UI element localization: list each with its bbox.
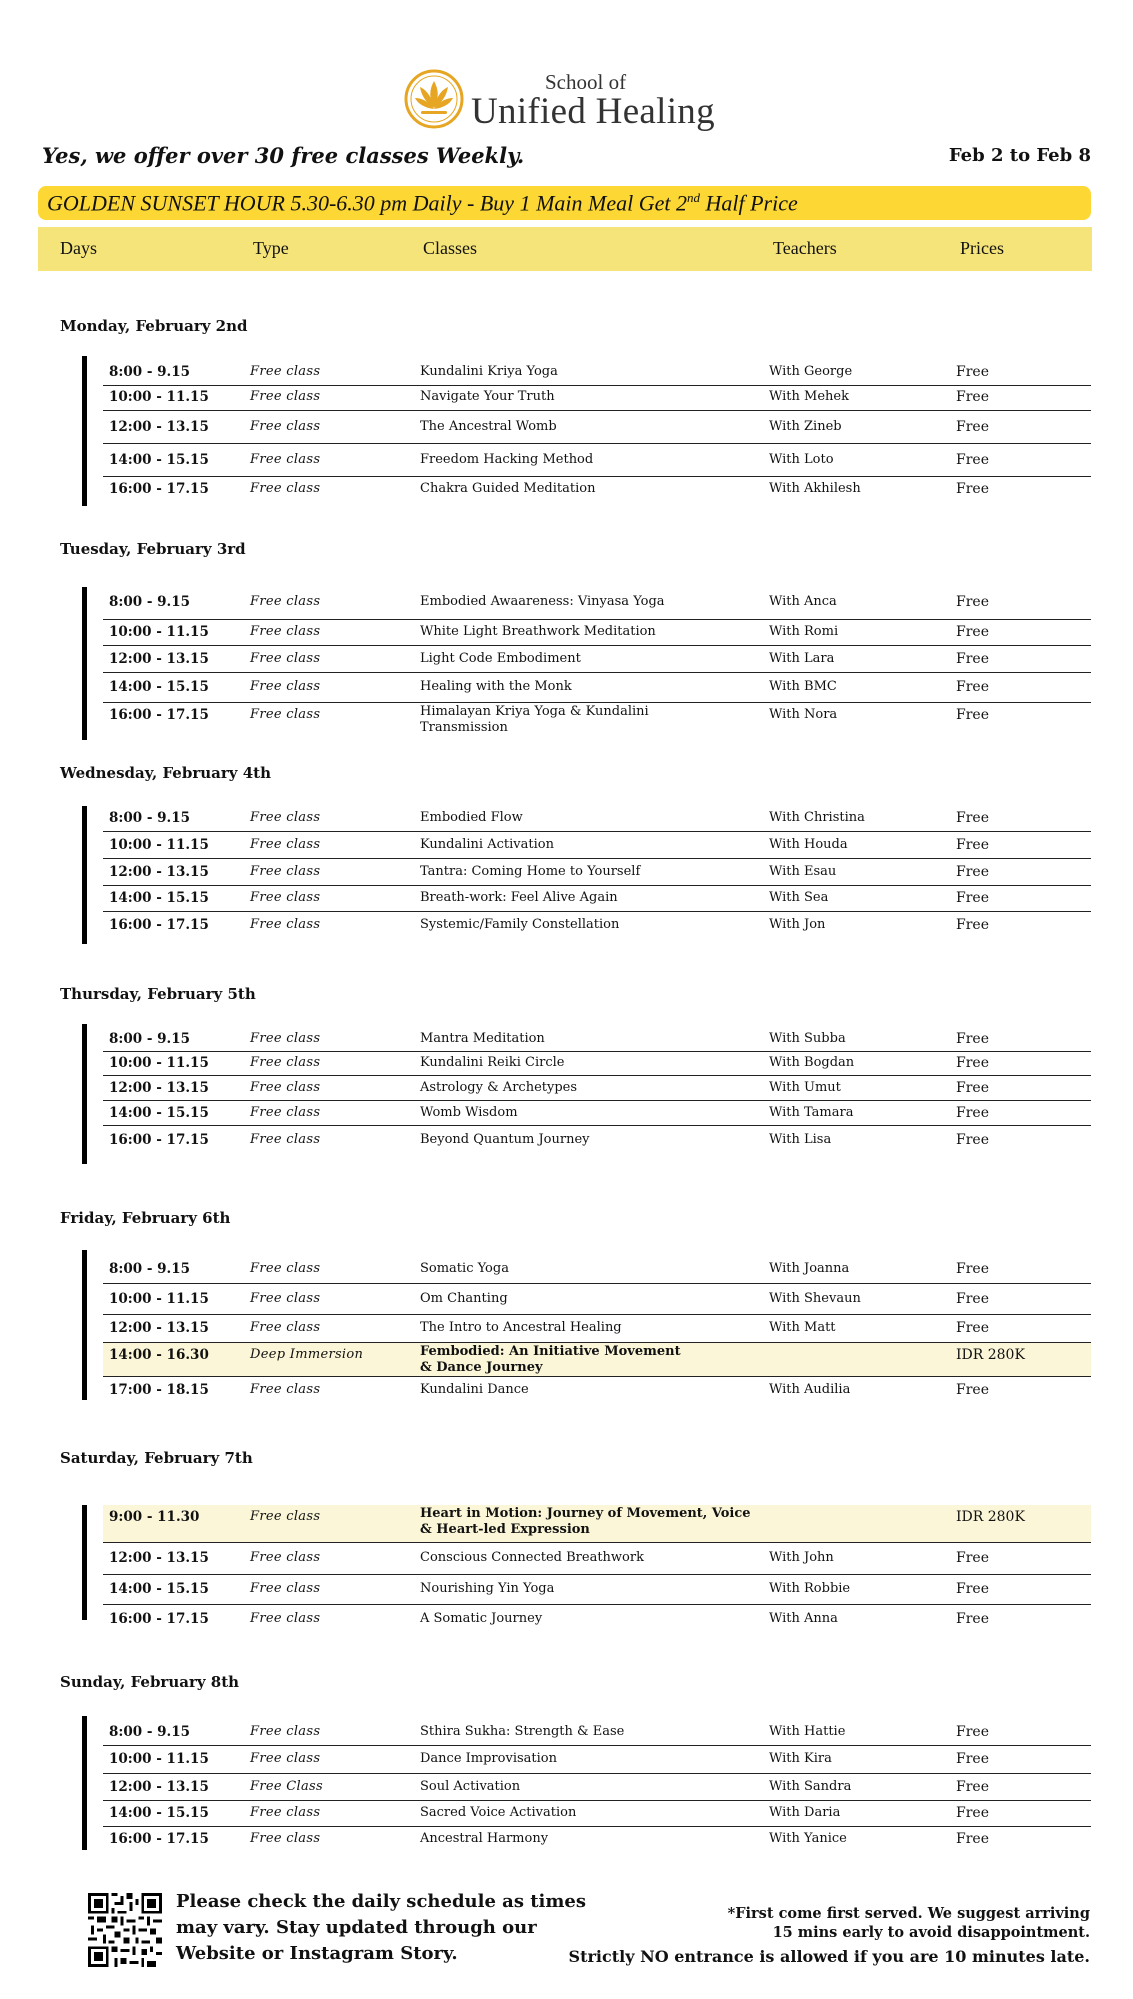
class-price: Free [956,1831,989,1847]
class-name [420,624,656,640]
class-name-line: Somatic Yoga [420,1260,509,1276]
class-teacher: With Yanice [769,1831,847,1846]
schedule-row [103,1101,1091,1126]
class-name [420,1320,622,1336]
class-type: Free class [250,1290,321,1306]
schedule-row [103,806,1091,832]
class-price: Free [956,594,989,610]
class-type: Free class [250,707,321,722]
class-teacher: With Akhilesh [769,481,861,496]
day-divider-bar [82,1505,87,1620]
class-time: 10:00 - 11.15 [109,1290,209,1307]
class-name-line: Transmission [420,720,508,735]
class-price: Free [956,364,989,380]
class-price: Free [956,1723,989,1740]
class-time: 16:00 - 17.15 [109,917,209,933]
schedule-row [103,1774,1091,1801]
day-divider-bar [82,1250,87,1400]
class-price: Free [956,624,989,640]
lotus-logo-icon [403,68,465,130]
class-time: 12:00 - 13.15 [109,1079,209,1096]
class-name-line: Kundalini Dance [420,1382,529,1397]
class-time: 8:00 - 9.15 [109,1031,191,1047]
day-title: Thursday, February 5th [60,985,256,1003]
schedule-row [103,586,1091,620]
headline: Yes, we offer over 30 free classes Weekly. [42,143,525,168]
schedule-row [103,1719,1091,1746]
logo-school-of: School of [545,70,627,94]
schedule-row [103,703,1091,745]
class-type: Free class [250,594,321,609]
schedule-row [103,411,1091,444]
class-name-line: Tantra: Coming Home to Yourself [420,863,641,879]
day-title: Saturday, February 7th [60,1449,253,1467]
schedule-row [103,1052,1091,1076]
day-divider-bar [82,356,87,506]
class-name-line: Sthira Sukha: Strength & Ease [420,1723,625,1739]
promo-text: GOLDEN SUNSET HOUR 5.30-6.30 pm Daily - Buy 1 Main Meal Get 2 [47,190,687,216]
class-name-line: Dance Improvisation [420,1751,557,1766]
class-name [420,704,649,736]
class-name-line: Sacred Voice Activation [420,1805,577,1820]
class-name-line: Breath-work: Feel Alive Again [420,890,618,905]
class-name-line: Heart in Motion: Journey of Movement, Voice [420,1506,751,1521]
class-type: Free class [250,1132,321,1147]
class-teacher: With Shevaun [769,1290,861,1306]
class-type: Free class [250,389,321,404]
class-name-line: & Heart-led Expression [420,1522,590,1537]
class-type: Free class [250,1723,321,1739]
class-type: Free class [250,1104,321,1120]
class-price: Free [956,1778,989,1795]
class-name-line: The Intro to Ancestral Healing [420,1320,622,1335]
class-time: 17:00 - 18.15 [109,1382,209,1398]
promo-tail: Half Price [699,190,798,216]
logo [403,64,733,134]
class-name-line: Himalayan Kriya Yoga & Kundalini [420,704,649,719]
class-type: Free class [250,679,321,694]
class-name-line: Mantra Meditation [420,1031,545,1046]
class-name-line: Kundalini Reiki Circle [420,1055,565,1070]
class-name-line: Systemic/Family Constellation [420,917,620,932]
class-name [420,890,618,906]
class-type: Free class [250,650,321,666]
class-price: Free [956,451,989,468]
schedule-row [103,1377,1091,1405]
class-price: Free [956,810,989,826]
day-title: Tuesday, February 3rd [60,540,246,558]
class-time: 14:00 - 15.15 [109,890,209,906]
class-type: Free class [250,1031,321,1046]
class-price: IDR 280K [956,1509,1025,1525]
class-time: 12:00 - 13.15 [109,1550,209,1566]
class-type: Free class [250,890,321,905]
class-teacher: With Anna [769,1611,838,1626]
class-name-line: Soul Activation [420,1778,521,1794]
class-teacher: With Zineb [769,418,842,434]
class-price: Free [956,679,989,695]
footer-note-line: Please check the daily schedule as times [176,1891,587,1912]
class-teacher: With Robbie [769,1581,851,1596]
class-price: Free [956,1805,989,1821]
day-title: Sunday, February 8th [60,1673,240,1691]
column-days: Days [60,238,97,258]
class-price: Free [956,890,989,906]
class-name-line: The Ancestral Womb [420,418,557,434]
class-name-line: Conscious Connected Breathwork [420,1550,644,1565]
footer-note-line: may vary. Stay updated through our [176,1917,537,1938]
class-time: 10:00 - 11.15 [109,1751,209,1767]
class-name [420,1724,624,1740]
class-name-line: Healing with the Monk [420,679,572,694]
schedule-row [103,673,1091,703]
class-time: 8:00 - 9.15 [109,1260,191,1277]
class-type: Free class [250,1079,321,1095]
schedule-row [103,1255,1091,1284]
class-time: 10:00 - 11.15 [109,1055,209,1071]
class-price: Free [956,1055,989,1071]
class-name-line: Beyond Quantum Journey [420,1132,590,1147]
class-teacher: With Sea [769,890,829,905]
class-time: 10:00 - 11.15 [109,624,209,640]
class-name-line: Ancestral Harmony [420,1831,549,1846]
schedule-row [103,1801,1091,1827]
class-time: 10:00 - 11.15 [109,389,209,405]
day-divider-bar [82,587,87,740]
class-name [420,810,523,826]
day-divider-bar [82,1716,87,1850]
class-time: 16:00 - 17.15 [109,1831,209,1847]
class-teacher: With BMC [769,679,837,694]
class-teacher: With Kira [769,1751,832,1766]
class-price: Free [956,1290,989,1307]
class-teacher: With George [769,364,853,379]
class-type: Free class [250,418,321,434]
class-name-line: Embodied Flow [420,810,523,825]
class-type: Free class [250,1550,321,1565]
class-price: Free [956,481,989,497]
class-name-line: Fembodied: An Initiative Movement [420,1344,681,1359]
class-type: Deep Immersion [250,1347,364,1362]
class-price: Free [956,1079,989,1096]
column-header [38,227,1092,271]
class-name-line: Astrology & Archetypes [420,1079,578,1095]
footer-policy-late: Strictly NO entrance is allowed if you are 10 minutes late. [568,1947,1090,1966]
class-time: 12:00 - 13.15 [109,1778,209,1795]
class-price: Free [956,389,989,405]
class-type: Free class [250,1260,321,1276]
class-teacher: With Joanna [769,1260,850,1276]
schedule-row [103,832,1091,859]
class-teacher: With Bogdan [769,1055,855,1070]
class-time: 16:00 - 17.15 [109,1611,209,1627]
class-type: Free class [250,1320,321,1335]
schedule-row [103,912,1091,940]
class-name-line: & Dance Journey [420,1360,543,1375]
class-teacher: With Audilia [769,1382,851,1397]
class-name [420,1291,508,1307]
class-name [420,1055,564,1071]
class-teacher: With Christina [769,810,865,825]
class-teacher: With Matt [769,1320,836,1335]
schedule-row [103,444,1091,477]
schedule-row [103,1126,1091,1156]
class-name-line: Om Chanting [420,1290,508,1306]
class-type: Free class [250,1055,321,1070]
class-type: Free class [250,810,321,825]
schedule-row [103,886,1091,912]
class-price: Free [956,650,989,667]
schedule-row [103,1746,1091,1774]
class-teacher: With Daria [769,1805,841,1820]
class-name-line: Chakra Guided Meditation [420,481,596,496]
class-name [420,481,595,497]
class-name-line: Kundalini Activation [420,836,554,852]
class-teacher: With Mehek [769,389,849,404]
class-name [420,1132,590,1148]
class-price: Free [956,1320,989,1336]
class-teacher: With Romi [769,624,839,639]
class-name-line: Light Code Embodiment [420,650,581,666]
class-name [420,1382,529,1398]
day-title: Wednesday, February 4th [60,764,271,782]
class-time: 16:00 - 17.15 [109,707,209,723]
class-name [420,1344,681,1376]
schedule-row [103,646,1091,673]
schedule-row [103,859,1091,886]
class-type: Free class [250,1509,321,1524]
class-price: Free [956,1132,989,1148]
class-time: 8:00 - 9.15 [109,810,191,826]
class-name [420,1506,751,1538]
class-price: Free [956,1581,989,1597]
class-price: IDR 280K [956,1347,1025,1363]
class-time: 14:00 - 15.15 [109,1805,209,1821]
class-name [420,837,554,853]
column-classes: Classes [423,238,477,258]
class-time: 14:00 - 15.15 [109,451,209,468]
class-name [420,452,593,468]
class-teacher: With Houda [769,836,848,852]
class-teacher: With Loto [769,451,834,467]
class-teacher: With Subba [769,1031,846,1046]
class-time: 8:00 - 9.15 [109,594,191,610]
class-name [420,917,619,933]
class-teacher: With Esau [769,863,837,879]
schedule-row [103,1284,1091,1315]
class-type: Free Class [250,1778,323,1794]
schedule-row [103,1315,1091,1343]
day-divider-bar [82,806,87,944]
schedule-row [103,1505,1091,1543]
schedule-row [103,1605,1091,1635]
footer-note [176,1889,586,1967]
class-type: Free class [250,1581,321,1596]
class-name [420,594,665,610]
class-time: 14:00 - 15.15 [109,1104,209,1121]
class-type: Free class [250,1831,321,1846]
day-title: Friday, February 6th [60,1209,231,1227]
class-type: Free class [250,917,321,932]
class-name [420,1261,509,1277]
class-name-line: White Light Breathwork Meditation [420,624,656,639]
class-name [420,864,640,880]
promo-sup: nd [686,190,700,205]
class-time: 12:00 - 13.15 [109,418,209,435]
class-price: Free [956,863,989,880]
class-time: 12:00 - 13.15 [109,1320,209,1336]
class-price: Free [956,1611,989,1627]
class-time: 16:00 - 17.15 [109,481,209,497]
column-prices: Prices [960,238,1004,258]
class-price: Free [956,707,989,723]
logo-name: Unified Healing [471,91,715,132]
class-teacher: With John [769,1550,834,1565]
class-time: 16:00 - 17.15 [109,1132,209,1148]
class-type: Free class [250,836,321,852]
class-name [420,1779,520,1795]
class-price: Free [956,917,989,933]
class-name-line: Kundalini Kriya Yoga [420,364,558,379]
column-teachers: Teachers [773,238,837,258]
class-teacher: With Umut [769,1079,841,1095]
class-time: 14:00 - 15.15 [109,1581,209,1597]
footer-note-line: Website or Instagram Story. [176,1943,458,1964]
class-teacher: With Sandra [769,1778,852,1794]
class-teacher: With Jon [769,917,826,932]
class-name-line: Nourishing Yin Yoga [420,1581,555,1596]
class-price: Free [956,1031,989,1047]
class-time: 8:00 - 9.15 [109,1723,191,1740]
class-name [420,1805,576,1821]
class-name-line: Navigate Your Truth [420,389,555,404]
class-name-line: Freedom Hacking Method [420,451,594,467]
class-time: 14:00 - 15.15 [109,679,209,695]
class-price: Free [956,1751,989,1767]
class-time: 14:00 - 16.30 [109,1347,209,1363]
day-title: Monday, February 2nd [60,317,248,335]
class-name-line: Embodied Awaareness: Vinyasa Yoga [420,594,665,609]
class-name [420,1831,548,1847]
class-time: 8:00 - 9.15 [109,364,191,380]
class-type: Free class [250,451,321,467]
class-name [420,651,581,667]
class-price: Free [956,1104,989,1121]
footer-policy [569,1904,1090,1972]
class-teacher: With Anca [769,594,837,609]
schedule-row [103,385,1091,411]
class-type: Free class [250,1611,321,1626]
promo-banner [38,186,1091,220]
class-name [420,1031,545,1047]
schedule-row [103,1543,1091,1575]
class-name [420,1751,557,1767]
column-type: Type [253,238,289,258]
class-type: Free class [250,364,321,379]
date-range: Feb 2 to Feb 8 [948,145,1091,166]
schedule-row [103,360,1091,386]
footer-policy-line: *First come first served. We suggest arriving [727,1905,1090,1922]
class-teacher: With Hattie [769,1723,846,1739]
class-name [420,419,557,435]
class-teacher: With Lisa [769,1132,832,1147]
day-divider-bar [82,1024,87,1164]
class-time: 12:00 - 13.15 [109,863,209,880]
class-type: Free class [250,1805,321,1820]
schedule-row [103,1827,1091,1853]
class-price: Free [956,1382,989,1398]
class-time: 10:00 - 11.15 [109,836,209,853]
class-type: Free class [250,481,321,496]
schedule-row [103,620,1091,646]
class-name [420,1581,554,1597]
schedule-row [103,1343,1091,1377]
class-price: Free [956,418,989,435]
class-name [420,364,558,380]
qr-code-icon [88,1893,162,1967]
class-type: Free class [250,624,321,639]
class-time: 9:00 - 11.30 [109,1509,200,1525]
class-time: 12:00 - 13.15 [109,650,209,667]
class-name [420,1550,644,1566]
class-name-line: A Somatic Journey [420,1611,543,1626]
class-type: Free class [250,863,321,879]
schedule-row [103,1575,1091,1605]
class-name-line: Womb Wisdom [420,1104,518,1120]
class-teacher: With Tamara [769,1104,854,1120]
footer-policy-line: 15 mins early to avoid disappointment. [772,1924,1090,1941]
class-price: Free [956,1260,989,1277]
class-name [420,1611,542,1627]
class-name [420,389,555,405]
class-name [420,679,572,695]
class-teacher: With Nora [769,707,838,722]
class-name [420,1080,577,1096]
class-teacher: With Lara [769,650,835,666]
class-name [420,1105,518,1121]
class-type: Free class [250,1751,321,1766]
class-price: Free [956,1550,989,1566]
schedule-row [103,477,1091,503]
schedule-row [103,1076,1091,1101]
class-type: Free class [250,1382,321,1397]
schedule-row [103,1028,1091,1052]
class-price: Free [956,836,989,853]
